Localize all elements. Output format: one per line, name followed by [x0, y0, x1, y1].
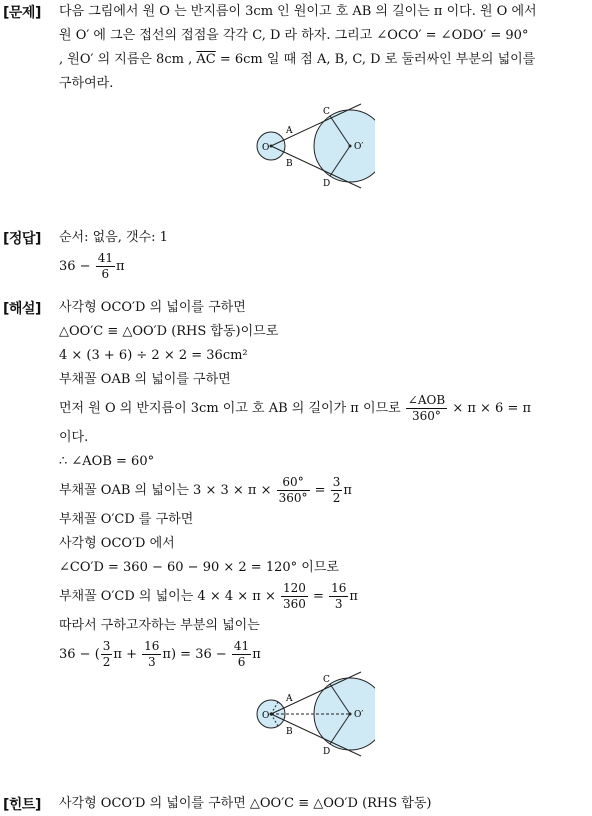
- solution-line-1: 사각형 OCO′D 의 넓이를 구하면: [59, 300, 246, 315]
- answer-body: [59, 226, 588, 284]
- label-c: C: [323, 107, 330, 117]
- solution-body: [59, 296, 588, 672]
- answer-tag: [정답]: [3, 231, 41, 247]
- label-o-prime-2: O′: [354, 710, 364, 720]
- problem-tag: [문제]: [3, 5, 41, 21]
- answer-line-2: 36 − $\frac{41}{6}$ π: [59, 251, 125, 281]
- solution-line-11: ∠CO′D = 360 − 60 − 90 × 2 = 120° 이므로: [59, 560, 339, 575]
- problem-line-3c: = 6cm 일 때 점 A, B, C, D 로 둘러싸인 부분의 넓이를: [219, 52, 536, 67]
- solution-tag: [해설]: [3, 301, 41, 317]
- answer-fraction: $\frac{41}{6}$: [97, 251, 113, 281]
- solution-line-6: 이다.: [59, 430, 89, 445]
- label-c-2: C: [323, 675, 330, 685]
- label-d-2: D: [323, 747, 331, 757]
- solution-line-10: 사각형 OCO′D 에서: [59, 536, 175, 551]
- answer-line-1: 순서: 없음, 갯수: 1: [59, 230, 168, 245]
- problem-line-4: 구하여라.: [59, 76, 114, 91]
- problem-line-1: 다음 그림에서 원 O 는 반지름이 3cm 인 원이고 호 AB 의 길이는 π 이다. 원 O 에서: [59, 4, 537, 19]
- solution-line-4: 부채꼴 OAB 의 넓이를 구하면: [59, 372, 231, 387]
- label-d: D: [323, 179, 331, 189]
- solution-line-5: 먼저 원 O 의 반지름이 3cm 이고 호 AB 의 길이가 π 이므로 $\frac{\text{∠AOB}}{360^\circ}$ × π × 6 = π: [59, 393, 532, 423]
- label-o: O: [262, 143, 270, 153]
- tangent-figure-2: [255, 668, 375, 760]
- hint-line-1: 사각형 OCO′D 의 넓이를 구하면 △OO′C ≡ △OO′D (RHS 합동): [59, 796, 432, 811]
- solution-line-14: 36 − ( $\frac{3}{2}$ π + $\frac{16}{3}$ π) = 36 − $\frac{41}{6}$ π: [59, 639, 261, 669]
- hint-body: [59, 792, 588, 816]
- solution-line-7: ∴ ∠AOB = 60°: [59, 454, 155, 469]
- hint-tag: [힌트]: [3, 797, 41, 813]
- problem-body: [59, 0, 588, 96]
- segment-ac: $\overline{AC}$: [196, 52, 216, 67]
- solution-line-3: 4 × (3 + 6) ÷ 2 × 2 = 36cm²: [59, 348, 248, 363]
- problem-line-3a: , 원O′ 의 지름은 8cm ,: [59, 52, 193, 67]
- circle-o-prime: [314, 110, 375, 182]
- label-a: A: [286, 126, 293, 136]
- label-o-prime: O′: [354, 142, 364, 152]
- solution-line-2: △OO′C ≡ △OO′D (RHS 합동)이므로: [59, 324, 279, 339]
- solution-line-12: 부채꼴 O′CD 의 넓이는 4 × 4 × π × $\frac{120}{360}$ = $\frac{16}{3}$ π: [59, 581, 358, 611]
- solution-line-9: 부채꼴 O′CD 를 구하면: [59, 512, 194, 527]
- solution-line-13: 따라서 구하고자하는 부분의 넓이는: [59, 618, 260, 633]
- label-b: B: [286, 159, 293, 169]
- label-b-2: B: [286, 727, 293, 737]
- label-o-2: O: [262, 711, 270, 721]
- problem-line-3: [59, 48, 588, 72]
- solution-line-8: 부채꼴 OAB 의 넓이는 3 × 3 × π × $\frac{60^\circ}{360^\circ}$ = $\frac{3}{2}$ π: [59, 475, 352, 505]
- problem-line-2: 원 O′ 에 그은 접선의 접점을 각각 C, D 라 하자. 그리고 ∠OCO′ = ∠ODO′ = 90°: [59, 28, 529, 43]
- tangent-figure-1: [255, 100, 375, 192]
- label-a-2: A: [286, 694, 293, 704]
